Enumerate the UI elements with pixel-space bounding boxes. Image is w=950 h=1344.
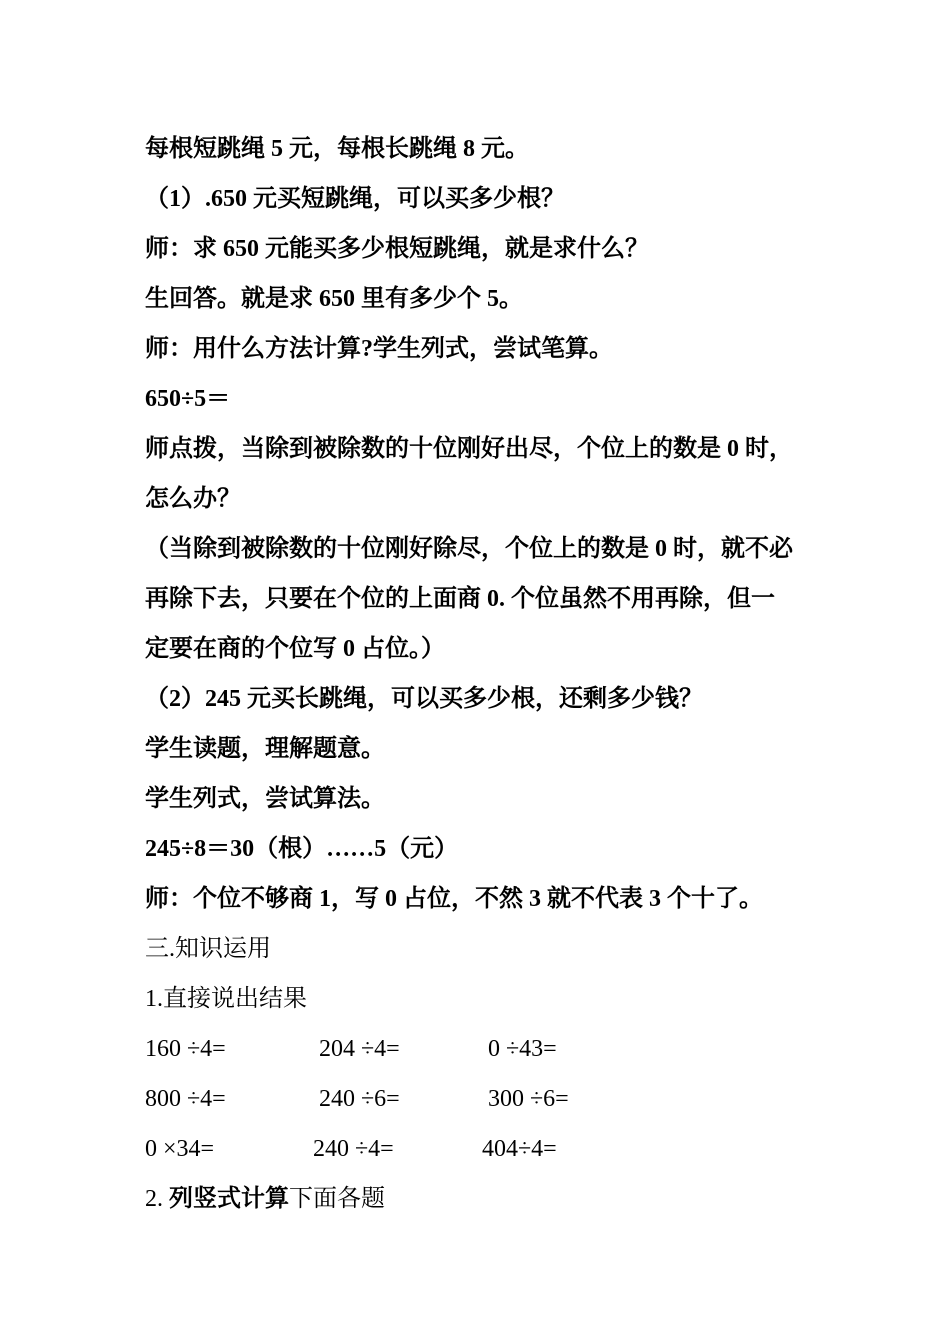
explanation-line: （当除到被除数的十位刚好除尽，个位上的数是 0 时，就不必 [145,536,793,562]
equation-line: 650÷5＝ [145,386,231,412]
exercise-item: 0 ÷43= [488,1036,557,1062]
explanation-line: 再除下去，只要在个位的上面商 0. 个位虽然不用再除，但一 [145,586,775,612]
question-1: （1）.650 元买短跳绳，可以买多少根？ [145,186,565,212]
exercise-item: 300 ÷6= [488,1086,569,1112]
exercise-instruction-bold: 列竖式计算 [169,1186,289,1212]
exercise-heading-2 [145,1184,385,1214]
exercise-item: 800 ÷4= [145,1086,226,1112]
exercise-item: 204 ÷4= [319,1036,400,1062]
section-heading: 三.知识运用 [145,936,271,962]
intro-line: 每根短跳绳 5 元，每根长跳绳 8 元。 [145,136,529,162]
exercise-instruction-suffix: 下面各题 [289,1186,385,1212]
teacher-hint-line: 师点拨，当除到被除数的十位刚好出尽，个位上的数是 0 时， [145,436,793,462]
exercise-number: 2. [145,1186,169,1212]
exercise-item: 240 ÷6= [319,1086,400,1112]
student-line: 学生读题，理解题意。 [145,736,385,762]
exercise-item: 404÷4= [482,1136,557,1162]
teacher-line: 师：用什么方法计算?学生列式，尝试笔算。 [145,336,613,362]
equation-line: 245÷8＝30（根）……5（元） [145,836,459,862]
exercise-item: 0 ×34= [145,1136,215,1162]
exercise-item: 240 ÷4= [313,1136,394,1162]
teacher-hint-line: 怎么办？ [145,486,241,512]
teacher-line: 师：求 650 元能买多少根短跳绳，就是求什么？ [145,236,649,262]
student-line: 学生列式，尝试算法。 [145,786,385,812]
exercise-heading: 1.直接说出结果 [145,986,307,1012]
exercise-item: 160 ÷4= [145,1036,226,1062]
question-2: （2）245 元买长跳绳，可以买多少根，还剩多少钱？ [145,686,703,712]
student-answer-line: 生回答。就是求 650 里有多少个 5。 [145,286,523,312]
teacher-line: 师：个位不够商 1，写 0 占位，不然 3 就不代表 3 个十了。 [145,886,763,912]
explanation-line: 定要在商的个位写 0 占位。） [145,636,445,662]
